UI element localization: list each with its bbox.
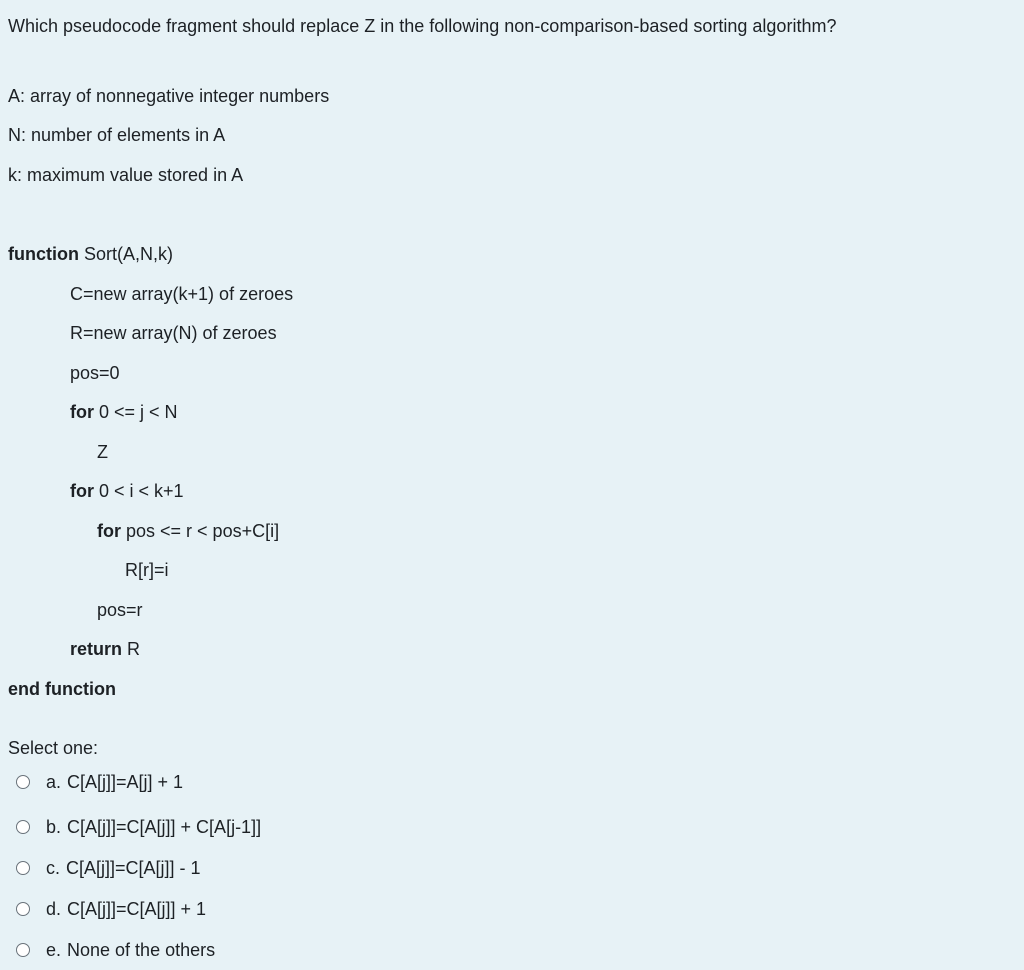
question-text: Which pseudocode fragment should replace Z in the following non-comparison-based sorting algorithm?	[8, 16, 837, 36]
code-line-assign-r: R[r]=i	[125, 560, 169, 580]
code-line-function	[8, 243, 173, 265]
radio-button-icon[interactable]	[16, 775, 30, 789]
code-line-c-init: C=new array(k+1) of zeroes	[70, 284, 294, 304]
option-letter: a.	[46, 771, 62, 792]
keyword-function: function	[8, 244, 79, 264]
select-one-label: Select one:	[8, 738, 99, 758]
option-letter: d.	[46, 898, 62, 919]
code-line-z: Z	[97, 442, 108, 462]
code-line-pos-update: pos=r	[97, 600, 143, 620]
answer-option-c[interactable]	[16, 856, 201, 880]
radio-button-icon[interactable]	[16, 943, 30, 957]
answer-option-a[interactable]	[16, 770, 183, 794]
code-line-end-function: end function	[8, 679, 116, 699]
option-text: None of the others	[67, 939, 216, 960]
option-letter: c.	[46, 857, 61, 878]
code-text: R	[122, 639, 141, 659]
code-line-for-i	[70, 480, 184, 502]
keyword-return: return	[70, 639, 123, 659]
code-text: pos <= r < pos+C[i]	[121, 521, 280, 541]
keyword-for: for	[97, 521, 121, 541]
answer-option-d[interactable]	[16, 897, 206, 921]
keyword-for: for	[70, 402, 94, 422]
option-text: C[A[j]]=C[A[j]] + C[A[j-1]]	[67, 816, 262, 837]
code-line-for-j	[70, 401, 178, 423]
code-line-pos-init: pos=0	[70, 363, 120, 383]
radio-button-icon[interactable]	[16, 820, 30, 834]
radio-button-icon[interactable]	[16, 902, 30, 916]
option-letter: e.	[46, 939, 62, 960]
answer-option-b[interactable]	[16, 815, 261, 839]
option-text: C[A[j]]=C[A[j]] - 1	[66, 857, 201, 878]
definition-count: N: number of elements in A	[8, 125, 226, 145]
code-line-for-r	[97, 520, 279, 542]
option-letter: b.	[46, 816, 62, 837]
answer-option-e[interactable]	[16, 938, 215, 962]
code-text: 0 <= j < N	[94, 402, 178, 422]
keyword-for: for	[70, 481, 94, 501]
option-text: C[A[j]]=C[A[j]] + 1	[67, 898, 207, 919]
definition-max: k: maximum value stored in A	[8, 165, 244, 185]
code-text: Sort(A,N,k)	[78, 244, 173, 264]
code-text: 0 < i < k+1	[94, 481, 184, 501]
option-text: C[A[j]]=A[j] + 1	[67, 771, 184, 792]
code-line-r-init: R=new array(N) of zeroes	[70, 323, 277, 343]
code-line-return	[70, 638, 140, 660]
definition-array: A: array of nonnegative integer numbers	[8, 86, 330, 106]
radio-button-icon[interactable]	[16, 861, 30, 875]
